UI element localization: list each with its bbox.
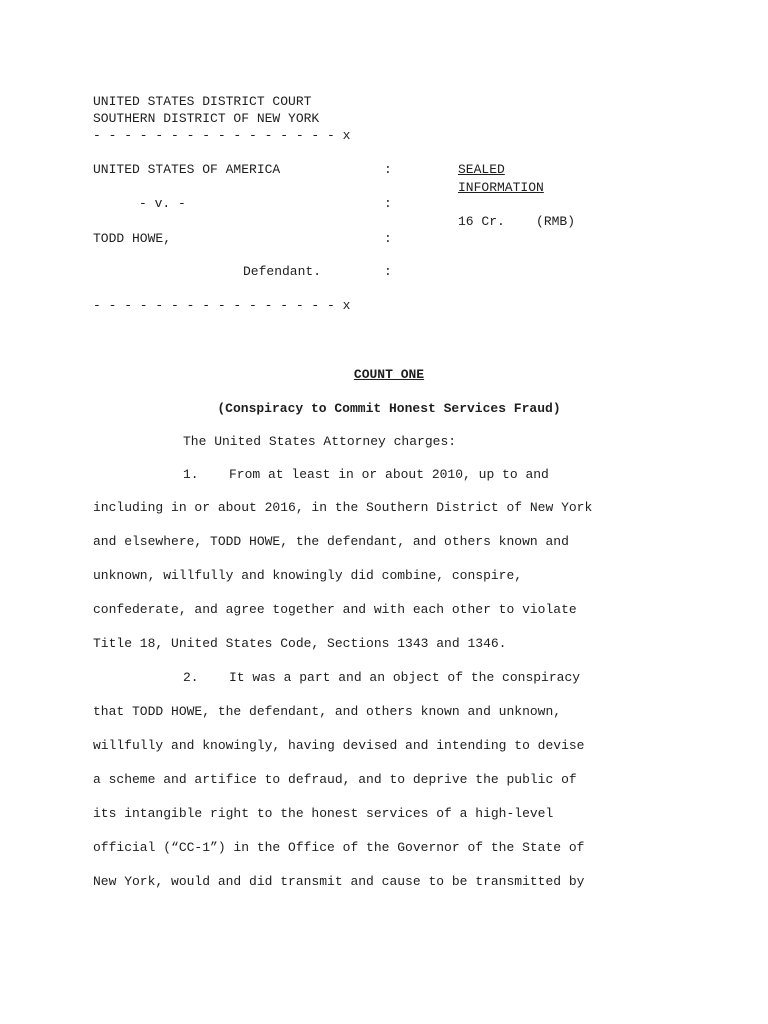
caption-colon: : <box>384 162 392 177</box>
document-type-sealed: SEALED <box>458 162 505 177</box>
caption-colon: : <box>384 231 392 246</box>
paragraph-first-line: From at least in or about 2010, up to and <box>229 467 549 482</box>
caption-divider-top: - - - - - - - - - - - - - - - - x <box>93 128 351 143</box>
court-name: UNITED STATES DISTRICT COURT <box>93 94 312 109</box>
caption-divider-bottom: - - - - - - - - - - - - - - - - x <box>93 298 351 313</box>
defendant-name: TODD HOWE, <box>93 231 172 246</box>
paragraph-line: confederate, and agree together and with each other to violate <box>93 602 577 617</box>
versus-label: - v. - <box>139 196 186 211</box>
paragraph-line: New York, would and did transmit and cause to be transmitted by <box>93 874 585 889</box>
case-number: 16 Cr. (RMB) <box>458 214 576 229</box>
count-title: COUNT ONE <box>353 367 425 382</box>
paragraph-line: official (“CC-1”) in the Office of the Governor of the State of <box>93 840 585 855</box>
count-subtitle: (Conspiracy to Commit Honest Services Fraud) <box>217 401 561 416</box>
paragraph-line: willfully and knowingly, having devised and intending to devise <box>93 738 585 753</box>
paragraph-line: its intangible right to the honest services of a high-level <box>93 806 554 821</box>
paragraph-number: 2. <box>183 670 199 685</box>
defendant-label: Defendant. <box>243 264 322 279</box>
court-district: SOUTHERN DISTRICT OF NEW YORK <box>93 111 320 126</box>
plaintiff-name: UNITED STATES OF AMERICA <box>93 162 281 177</box>
paragraph-line: and elsewhere, TODD HOWE, the defendant, and others known and <box>93 534 569 549</box>
paragraph-line: unknown, willfully and knowingly did combine, conspire, <box>93 568 523 583</box>
paragraph-number: 1. <box>183 467 199 482</box>
paragraph-line: that TODD HOWE, the defendant, and others known and unknown, <box>93 704 562 719</box>
paragraph-line: Title 18, United States Code, Sections 1343 and 1346. <box>93 636 507 651</box>
charge-intro: The United States Attorney charges: <box>183 434 457 449</box>
paragraph-line: a scheme and artifice to defraud, and to deprive the public of <box>93 772 577 787</box>
paragraph-line: including in or about 2016, in the Southern District of New York <box>93 500 593 515</box>
caption-colon: : <box>384 196 392 211</box>
paragraph-first-line: It was a part and an object of the conspiracy <box>229 670 581 685</box>
document-type-information: INFORMATION <box>458 180 544 195</box>
caption-colon: : <box>384 264 392 279</box>
